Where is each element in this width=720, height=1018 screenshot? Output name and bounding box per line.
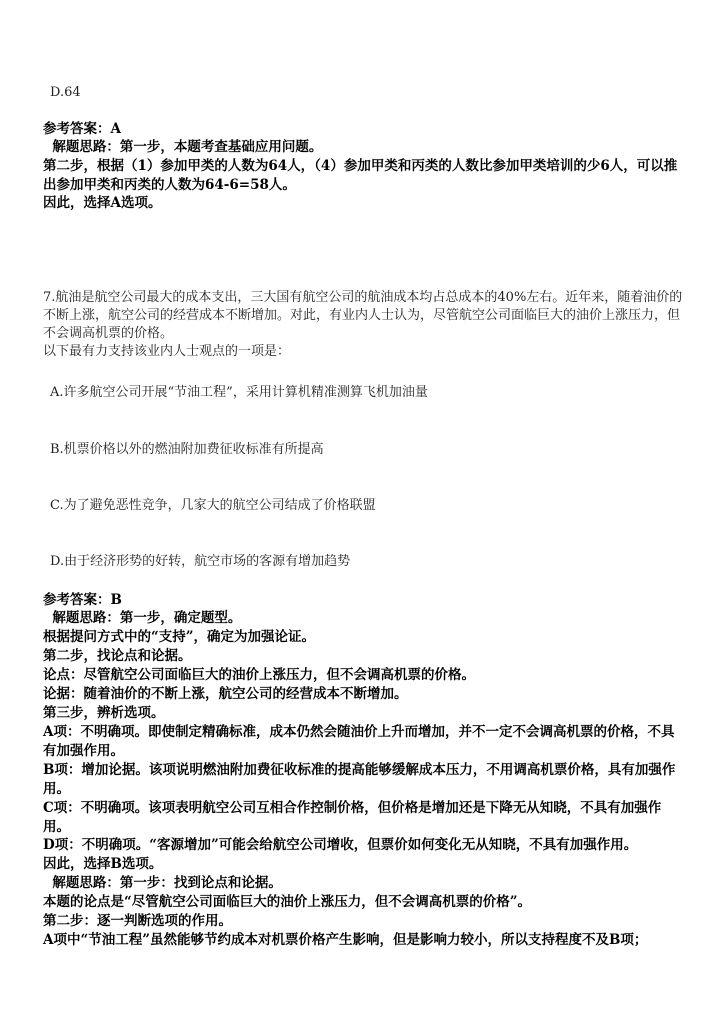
explanation-line: 因此，选择A选项。: [43, 195, 162, 211]
explanation-line: 本题的论点是“尽管航空公司面临巨大的油价上涨压力，但不会调高机票的价格”。: [43, 894, 532, 910]
explanation-line: 论点：尽管航空公司面临巨大的油价上涨压力，但不会调高机票的价格。: [43, 667, 475, 683]
explanation-line: 第二步：逐一判断选项的作用。: [43, 913, 232, 929]
question-prompt: 以下最有力支持该业内人士观点的一项是：: [43, 344, 291, 359]
option-d-prev: D.64: [50, 85, 81, 100]
option-b: B.机票价格以外的燃油附加费征收标准有所提高: [50, 442, 324, 457]
answer-label-prev: 参考答案：A: [43, 121, 121, 137]
option-d: D.由于经济形势的好转，航空市场的客源有增加趋势: [50, 554, 351, 569]
explanation-line: C项：不明确项。该项表明航空公司互相合作控制价格，但价格是增加还是下降无从知晓，不具有加强作用。: [43, 800, 662, 835]
explanation-line: A项：不明确项。即使制定精确标准，成本仍然会随油价上升而增加，并不一定不会调高机票的价格，不具有加强作用。: [43, 724, 675, 759]
explanation-line: 解题思路：第一步：找到论点和论据。: [43, 875, 282, 891]
option-c: C.为了避免恶性竞争，几家大的航空公司结成了价格联盟: [50, 498, 376, 513]
explanation-line: B项：增加论据。该项说明燃油附加费征收标准的提高能够缓解成本压力，不用调高机票价格，具有加强作用。: [43, 762, 676, 797]
explanation-line: 根据提问方式中的“支持”，确定为加强论证。: [43, 629, 316, 645]
answer-label: 参考答案：B: [43, 592, 122, 608]
explanation-line: D项：不明确项。“客源增加”可能会给航空公司增收，但票价如何变化无从知晓，不具有加强作用。: [43, 837, 638, 853]
option-a: A.许多航空公司开展“节油工程”，采用计算机精准测算飞机加油量: [50, 385, 428, 400]
explanation-line: 因此，选择B选项。: [43, 856, 163, 872]
explanation-line: 第二步，找论点和论据。: [43, 648, 192, 664]
explanation-line: 论据：随着油价的不断上涨，航空公司的经营成本不断增加。: [43, 686, 408, 702]
explanation-line: 第三步，辨析选项。: [43, 705, 165, 721]
explanation-line: 解题思路：第一步，确定题型。: [43, 610, 242, 626]
explanation-line: 解题思路：第一步，本题考查基础应用问题。: [43, 139, 323, 155]
explanation-line: A项中“节油工程”虽然能够节约成本对机票价格产生影响，但是影响力较小，所以支持程度不及B项；: [43, 932, 648, 948]
explanation-line: 第二步，根据（1）参加甲类的人数为64人，（4）参加甲类和丙类的人数比参加甲类培训的少6人，可以推出参加甲类和丙类的人数为64-6=58人。: [43, 158, 678, 193]
question-stem: 7.航油是航空公司最大的成本支出，三大国有航空公司的航油成本均占总成本的40%左右。近年来，随着油价的不断上涨，航空公司的经营成本不断增加。对此，有业内人士认为，尽管航空公司面临巨大的油价上涨压力，但不会调高机票的价格。: [43, 290, 683, 341]
